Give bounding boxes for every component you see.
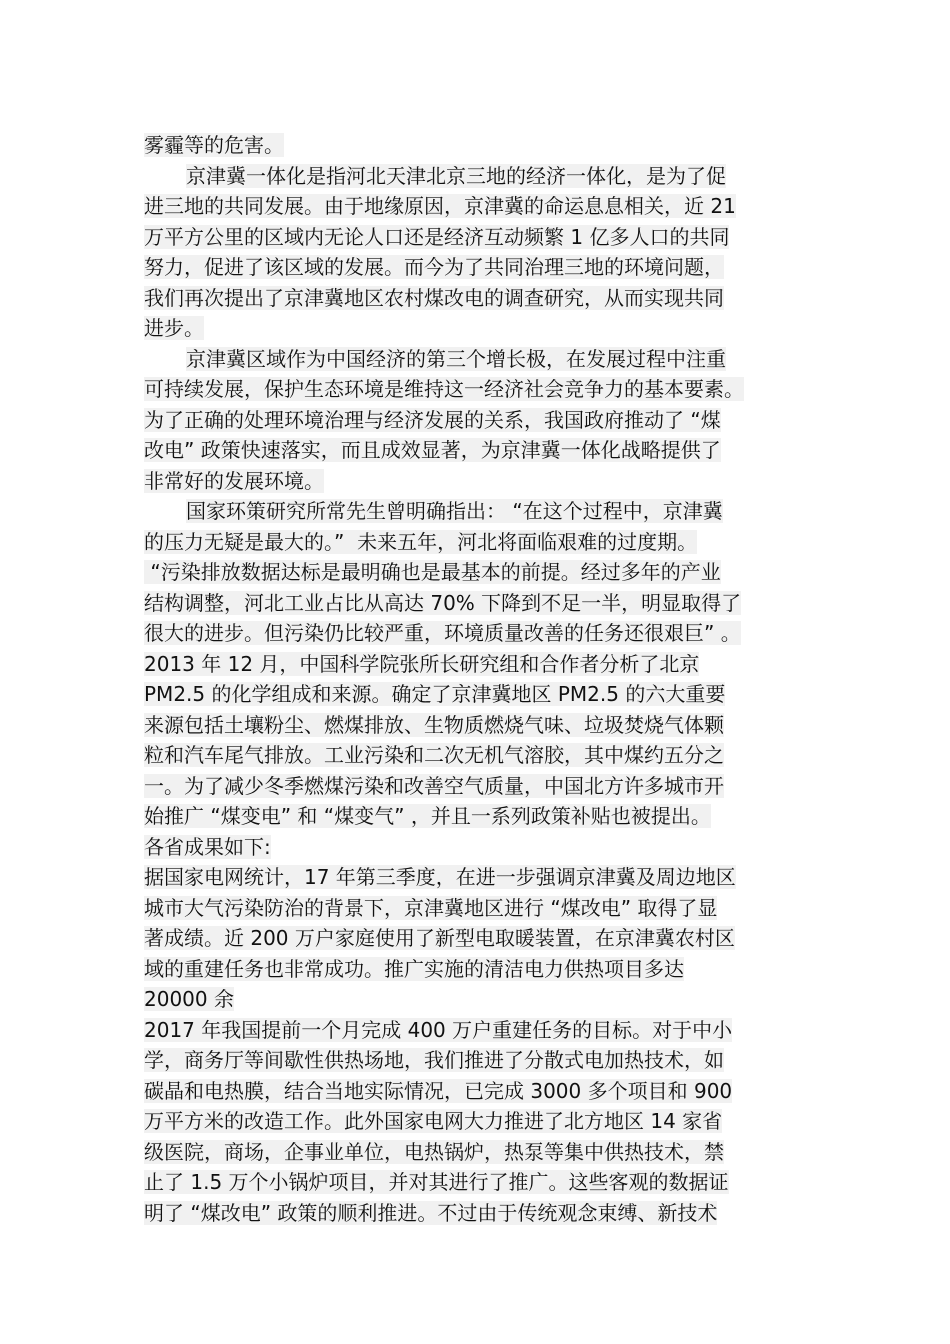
- text-line-content: 万平方公里的区域内无论人口还是经济互动频繁 1 亿多人口的共同: [144, 224, 730, 249]
- text-line: [144, 191, 809, 222]
- text-line: [144, 1167, 809, 1198]
- text-line-content: 著成绩。近 200 万户家庭使用了新型电取暖装置，在京津冀农村区: [144, 926, 735, 950]
- text-line-content: 改电” 政策快速落实，而且成效显著，为京津冀一体化战略提供了: [144, 438, 721, 462]
- text-line-content: 雾霾等的危害。: [144, 133, 284, 157]
- text-line: [144, 832, 809, 863]
- text-line-content: PM2.5 的化学组成和来源。确定了京津冀地区 PM2.5 的六大重要: [144, 682, 726, 706]
- text-line: [144, 1198, 809, 1229]
- text-line: [144, 557, 809, 588]
- text-line: [144, 1106, 809, 1137]
- text-line: [144, 130, 809, 161]
- text-line-content: 各省成果如下:: [144, 834, 271, 859]
- text-line: [144, 923, 809, 954]
- text-line-content: 明了 “煤改电” 政策的顺利推进。不过由于传统观念束缚、新技术: [144, 1200, 718, 1225]
- text-line-content: 级医院，商场，企事业单位，电热锅炉，热泵等集中供热技术，禁: [144, 1139, 724, 1164]
- text-line: [144, 313, 809, 344]
- text-line-content: 城市大气污染防治的背景下，京津冀地区进行 “煤改电” 取得了显: [144, 895, 718, 920]
- text-line: [144, 252, 809, 283]
- text-line-content: 来源包括土壤粉尘、燃煤排放、生物质燃烧气味、垃圾焚烧气体颗: [144, 712, 724, 737]
- text-line-content: 进三地的共同发展。由于地缘原因，京津冀的命运息息相关，近 21: [144, 194, 736, 218]
- text-line: [144, 1137, 809, 1168]
- text-line: [144, 466, 809, 497]
- text-line: [144, 527, 809, 558]
- text-line-content: 可持续发展，保护生态环境是维持这一经济社会竞争力的基本要素。: [144, 377, 744, 401]
- text-line-content: 2013 年 12 月，中国科学院张所长研究组和合作者分析了北京: [144, 651, 700, 676]
- text-line: [144, 649, 809, 680]
- text-line: [144, 374, 809, 405]
- text-line: [144, 405, 809, 436]
- text-line: [144, 862, 809, 893]
- text-line: [144, 893, 809, 924]
- text-line-content: 据国家电网统计，17 年第三季度，在进一步强调京津冀及周边地区: [144, 865, 736, 889]
- text-line-content: 京津冀一体化是指河北天津北京三地的经济一体化，是为了促: [186, 163, 726, 188]
- text-line-content: 学，商务厅等间歇性供热场地，我们推进了分散式电加热技术，如: [144, 1048, 724, 1072]
- text-line-content: 很大的进步。但污染仍比较严重，环境质量改善的任务还很艰巨” 。: [144, 621, 741, 645]
- text-line: [144, 1015, 809, 1046]
- text-line: [144, 283, 809, 314]
- text-line: [144, 771, 809, 802]
- text-line-content: 20000 余: [144, 987, 234, 1011]
- text-line: [144, 954, 809, 985]
- text-line-content: 2017 年我国提前一个月完成 400 万户重建任务的目标。对于中小: [144, 1017, 733, 1042]
- text-line: [144, 740, 809, 771]
- text-line-content: 为了正确的处理环境治理与经济发展的关系，我国政府推动了 “煤: [144, 407, 721, 432]
- text-line-content: 域的重建任务也非常成功。推广实施的清洁电力供热项目多达: [144, 956, 684, 981]
- text-line-content: 粒和汽车尾气排放。工业污染和二次无机气溶胶，其中煤约五分之: [144, 743, 724, 767]
- text-line: [144, 588, 809, 619]
- text-line: [144, 1045, 809, 1076]
- text-line: [144, 496, 809, 527]
- text-line-content: 京津冀区域作为中国经济的第三个增长极，在发展过程中注重: [186, 346, 726, 371]
- text-line: [144, 679, 809, 710]
- text-line-content: 万平方米的改造工作。此外国家电网大力推进了北方地区 14 家省: [144, 1109, 723, 1133]
- text-line-content: 进步。: [144, 316, 204, 340]
- text-line-content: 止了 1.5 万个小锅炉项目，并对其进行了推广。这些客观的数据证: [144, 1170, 729, 1194]
- text-line-content: 始推广 “煤变电” 和 “煤变气” ，并且一系列政策补贴也被提出。: [144, 804, 711, 828]
- text-line: [144, 161, 809, 192]
- text-line: [144, 710, 809, 741]
- text-line: [144, 222, 809, 253]
- text-line: [144, 1076, 809, 1107]
- document-body: [144, 130, 809, 1228]
- text-line: [144, 344, 809, 375]
- text-line-content: 努力，促进了该区域的发展。而今为了共同治理三地的环境问题，: [144, 255, 724, 279]
- text-line: [144, 801, 809, 832]
- text-line: [144, 984, 809, 1015]
- text-line-content: 国家环策研究所常先生曾明确指出： “在这个过程中，京津冀: [186, 499, 723, 523]
- text-line-content: 结构调整，河北工业占比从高达 70% 下降到不足一半，明显取得了: [144, 590, 742, 615]
- text-line-content: 一。为了减少冬季燃煤污染和改善空气质量，中国北方许多城市开: [144, 773, 724, 798]
- text-line-content: 碳晶和电热膜，结合当地实际情况，已完成 3000 多个项目和 900: [144, 1078, 733, 1103]
- text-line-content: 的压力无疑是最大的。” 未来五年，河北将面临艰难的过度期。: [144, 529, 698, 554]
- text-line: [144, 618, 809, 649]
- text-line-content: 非常好的发展环境。: [144, 468, 324, 493]
- text-line: [144, 435, 809, 466]
- text-line-content: “污染排放数据达标是最明确也是最基本的前提。经过多年的产业: [144, 560, 721, 584]
- text-line-content: 我们再次提出了京津冀地区农村煤改电的调查研究，从而实现共同: [144, 285, 724, 310]
